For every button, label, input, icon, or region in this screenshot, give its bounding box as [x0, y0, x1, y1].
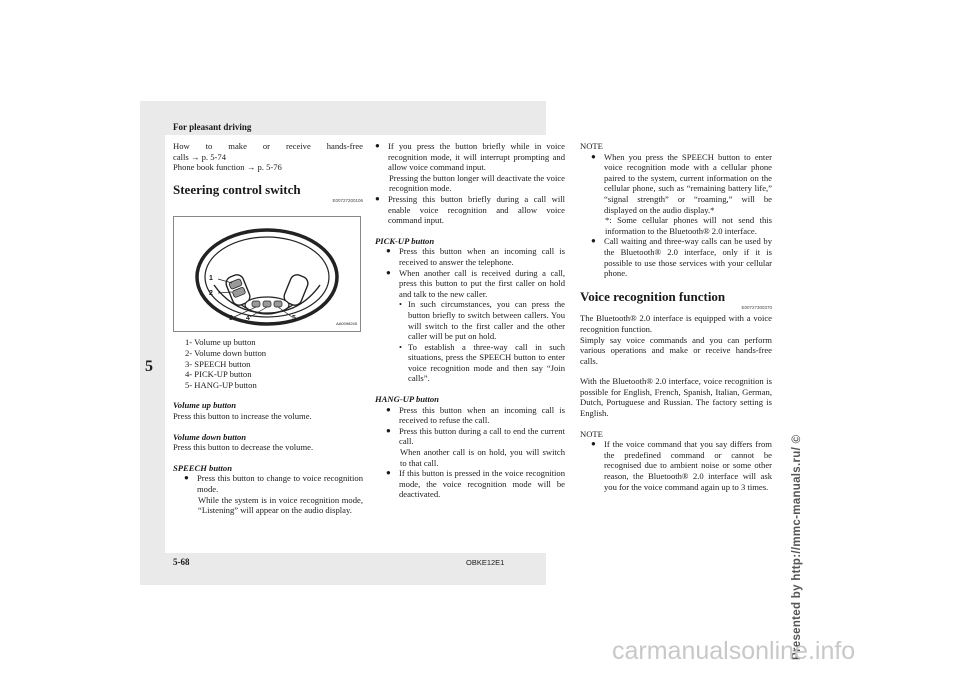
hangup-bullet-3: ● If this button is pressed in the voice recognition mode, the voice recognition mode will be deactivated. [386, 468, 565, 500]
pickup-subbullet-1: • In such circumstances, you can press the button briefly to switch between callers. You will switch to the first caller and the other caller will be put on hold. [386, 299, 565, 341]
section-code: E00727200106 [332, 197, 363, 203]
speech-bullet-3: ● Pressing this button briefly during a call will enable voice recognition and allow voice command input. [375, 194, 565, 226]
section-heading: Steering control switch [173, 181, 301, 197]
speech-bullet-1: ● Press this button to change to voice recognition mode. [184, 473, 363, 494]
hangup-bullet-1: ● Press this button when an incoming call is received to refuse the call. [386, 405, 565, 426]
steering-wheel-figure [173, 216, 361, 332]
speech-heading: SPEECH button [173, 462, 232, 473]
callout-4: 4 [246, 315, 250, 323]
legend-item-3: 3- SPEECH button [185, 358, 251, 369]
hangup-bullet-2: ● Press this button during a call to end the current call. [386, 426, 565, 447]
legend-item-1: 1- Volume up button [185, 337, 256, 348]
voice-recognition-p1: The Bluetooth® 2.0 interface is equipped with a voice recognition function. [580, 313, 772, 334]
column-1 [173, 141, 363, 516]
volume-down-heading: Volume down button [173, 431, 247, 442]
voice-recognition-p2: With the Bluetooth® 2.0 interface, voice recognition is possible for English, French, Spanish, Italian, German, Dutch, Portuguese and Russian. The factory setting is English. [580, 376, 772, 419]
intro-line-2: calls → p. 5-74 [173, 151, 226, 162]
document-code: OBKE12E1 [466, 558, 505, 567]
note-2-bullet-1: ● If the voice command that you say differs from the predefined command or cannot be recognised due to ambient noise or some other reason, the Bluetooth® 2.0 interface will ask you for the voice command again up to 3 times. [591, 439, 772, 492]
pickup-heading: PICK-UP button [375, 235, 435, 246]
voice-recognition-heading: Voice recognition function [580, 288, 726, 304]
note-2-label: NOTE [580, 428, 603, 439]
speech-bullet-2: ● If you press the button briefly while in voice recognition mode, it will interrupt prompting and allow voice command input. [375, 141, 565, 173]
steering-wheel-illustration [174, 217, 360, 331]
column-3 [580, 141, 772, 492]
volume-up-heading: Volume up button [173, 400, 237, 411]
note-1-bullet-2: ● Call waiting and three-way calls can be used by the Bluetooth® 2.0 interface, only if it is possible to use those services with your cellular phone. [591, 236, 772, 278]
speech-bullet-2-cont: Pressing the button longer will deactivate the voice recognition mode. [389, 172, 565, 194]
pickup-subbullet-2: • To establish a three-way call in such situations, press the SPEECH button to enter voice recognition mode and then say “Join calls”. [386, 342, 565, 384]
callout-5: 5 [292, 315, 296, 323]
pickup-bullet-1: ● Press this button when an incoming call is received to answer the telephone. [386, 246, 565, 267]
volume-down-text: Press this button to decrease the volume. [173, 442, 314, 453]
speech-bullet-1-cont: While the system is in voice recognition mode, “Listening” will appear on the audio display. [198, 494, 363, 516]
figure-code: AA0098245 [336, 320, 357, 326]
site-watermark: carmanualsonline.info [612, 637, 856, 665]
page-number: 5-68 [173, 557, 190, 567]
hangup-heading: HANG-UP button [375, 394, 439, 405]
legend-item-2: 2- Volume down button [185, 347, 267, 358]
intro-line-3: Phone book function → p. 5-76 [173, 162, 282, 173]
chapter-number: 5 [145, 358, 153, 375]
intro-line-1: How to make or receive hands-free [173, 141, 363, 151]
column-2 [375, 141, 565, 500]
hangup-bullet-2-cont: When another call is on hold, you will switch to that call. [400, 447, 565, 468]
legend-item-5: 5- HANG-UP button [185, 379, 257, 390]
section-title: For pleasant driving [173, 122, 252, 132]
pickup-bullet-2: ● When another call is received during a call, press this button to put the first caller on hold and talk to the new caller. [386, 268, 565, 300]
callout-1: 1 [209, 275, 213, 283]
note-1-bullet-1: ● When you press the SPEECH button to enter voice recognition mode with a cellular phone paired to the system, current information on the cellular phone, such as “remaining battery life,” “signal strength” or “roaming,” will be displayed on the audio display.* [591, 152, 772, 216]
note-1-footnote: *: Some cellular phones will not send this information to the Bluetooth® 2.0 interface. [605, 215, 772, 236]
side-watermark: Presented by http://mmc-manuals.ru/ © [791, 434, 803, 660]
callout-2: 2 [209, 290, 213, 298]
legend-item-4: 4- PICK-UP button [185, 369, 252, 380]
voice-recognition-code: E00727300370 [741, 304, 772, 310]
note-1-label: NOTE [580, 141, 603, 151]
volume-up-text: Press this button to increase the volume. [173, 410, 312, 421]
voice-recognition-p1-cont: Simply say voice commands and you can perform various operations and make or receive hands-free calls. [580, 334, 772, 366]
callout-3: 3 [229, 315, 233, 323]
